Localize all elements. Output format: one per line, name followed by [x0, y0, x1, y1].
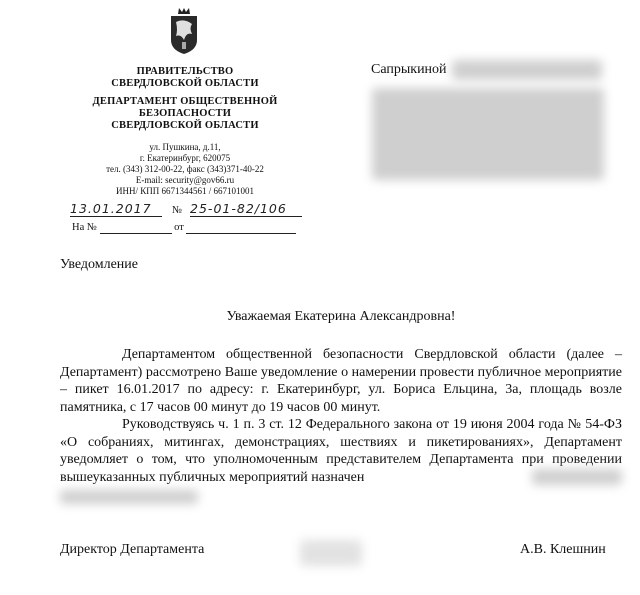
signature-position: Директор Департамента	[60, 542, 205, 557]
body-paragraph: Руководствуясь ч. 1 п. 3 ст. 12 Федерального закона от 19 июня 2004 года № 54-ФЗ «О собраниях, митингах, демонстрациях, шествиях и пикетированиях», Департамент уведомляет о том, что уполномоченным представителем Департамента при проведении вышеуказанных публичных мероприятий назначен	[60, 417, 622, 485]
signatory-name: А.В. Клешнин	[520, 542, 606, 557]
address-line: ул. Пушкина, д.11,	[149, 142, 221, 152]
redacted-area	[452, 60, 602, 80]
city-line: г. Екатеринбург, 620075	[139, 153, 231, 163]
addressee: Сапрыкиной	[371, 62, 447, 77]
letterhead-line: ДЕПАРТАМЕНТ ОБЩЕСТВЕННОЙ	[92, 96, 278, 107]
number-label: №	[172, 205, 183, 216]
phone-line: тел. (343) 312-00-22, факс (343)371-40-22	[106, 164, 264, 174]
from-blank	[186, 222, 296, 234]
registration-date: 13.01.2017	[70, 201, 162, 217]
letterhead-line: СВЕРДЛОВСКОЙ ОБЛАСТИ	[111, 78, 259, 89]
signature-mark	[300, 540, 362, 566]
registration-number: 25-01-82/106	[190, 201, 302, 217]
email-line: E-mail: security@gov66.ru	[135, 175, 235, 185]
coat-of-arms-icon	[167, 6, 201, 56]
letterhead-line: СВЕРДЛОВСКОЙ ОБЛАСТИ	[111, 120, 259, 131]
inn-line: ИНН/ КПП 6671344561 / 667101001	[115, 186, 254, 196]
body-paragraph: Департаментом общественной безопасности Свердловской области (далее – Департамент) рассмотрено Ваше уведомление о намерении провести публичное мероприятие – пикет 16.01.2017 по адресу: г. Екатеринбург, ул. Бориса Ельцина, 3а, площадь возле памятника, с 17 часов 00 минут до 19 часов 00 минут.	[60, 347, 622, 415]
letterhead-line: ПРАВИТЕЛЬСТВО	[136, 66, 234, 77]
salutation: Уважаемая Екатерина Александровна!	[226, 309, 456, 324]
document-type: Уведомление	[60, 257, 139, 272]
redacted-area	[532, 469, 622, 485]
letterhead-line: БЕЗОПАСНОСТИ	[138, 108, 232, 119]
redacted-area	[60, 490, 198, 504]
reference-row	[72, 222, 312, 234]
redacted-area	[372, 88, 604, 180]
registration-row	[70, 200, 302, 218]
from-label: от	[174, 222, 184, 233]
ref-label: На №	[72, 222, 97, 233]
ref-blank	[100, 222, 172, 234]
